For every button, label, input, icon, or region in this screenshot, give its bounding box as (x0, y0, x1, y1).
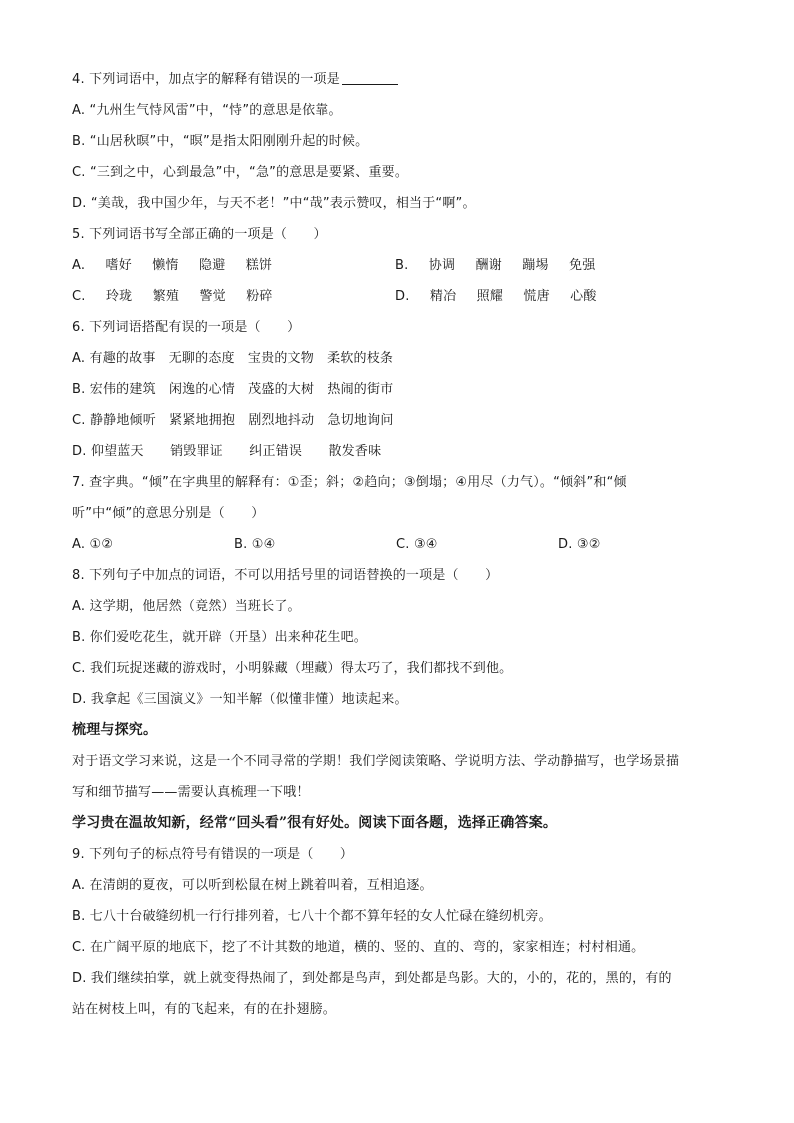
q5-option-a: A. 嗜好 懒惰 隐避 糕饼 (72, 258, 273, 273)
q8-option-d: D. 我拿起《三国演义》一知半解（似懂非懂）地读起来。 (72, 692, 408, 707)
q5-option-d: D. 精冶 照耀 慌唐 心酸 (395, 289, 597, 304)
q5-option-b: B. 协调 酬谢 蹦埸 免强 (395, 258, 596, 273)
q9-option-c: C. 在广阔平原的地底下，挖了不计其数的地道，横的、竖的、直的、弯的，家家相连；村村相通。 (72, 940, 645, 955)
q4-option-b: B. “山居秋暝”中，“暝”是指太阳刚刚升起的时候。 (72, 134, 369, 149)
q5-option-c: C. 玲珑 繁殖 警觉 粉碎 (72, 289, 273, 304)
q4-option-d: D. “美哉，我中国少年，与天不老！”中“哉”表示赞叹，相当于“啊”。 (72, 196, 476, 211)
q4-stem: 4. 下列词语中，加点字的解释有错误的一项是 (72, 64, 722, 95)
q7-stem-line2: 听”中“倾”的意思分别是（ ） (72, 506, 265, 521)
q8-stem: 8. 下列句子中加点的词语，不可以用括号里的词语替换的一项是（ ） (72, 568, 499, 583)
q6-option-a: A. 有趣的故事 无聊的态度 宝贵的文物 柔软的枝条 (72, 351, 394, 366)
exam-page (72, 64, 722, 1025)
q7-option-c: C. ③④ (396, 537, 438, 552)
q9-stem: 9. 下列句子的标点符号有错误的一项是（ ） (72, 847, 354, 862)
q8-option-a: A. 这学期，他居然（竟然）当班长了。 (72, 599, 301, 614)
section-intro-line2: 写和细节描写——需要认真梳理一下哦！ (72, 785, 310, 800)
q6-option-c: C. 静静地倾听 紧紧地拥抱 剧烈地抖动 急切地询问 (72, 413, 394, 428)
q6-option-d: D. 仰望蓝天 销毁罪证 纠正错误 散发香味 (72, 444, 382, 459)
q6-option-b: B. 宏伟的建筑 闲逸的心情 茂盛的大树 热闹的街市 (72, 382, 394, 397)
q5-row-cd (72, 281, 722, 312)
answer-blank (342, 70, 398, 85)
q6-stem: 6. 下列词语搭配有误的一项是（ ） (72, 320, 301, 335)
q7-option-b: B. ①④ (234, 537, 276, 552)
q4-option-a: A. “九州生气恃风雷”中，“恃”的意思是依靠。 (72, 103, 342, 118)
section-subheading: 学习贵在温故知新，经常“回头看”很有好处。阅读下面各题，选择正确答案。 (72, 815, 558, 831)
q9-option-b: B. 七八十台破缝纫机一行行排列着，七八十个都不算年轻的女人忙碌在缝纫机旁。 (72, 909, 552, 924)
q7-option-d: D. ③② (558, 537, 601, 552)
q7-option-a: A. ①② (72, 537, 114, 552)
q9-option-a: A. 在清朗的夏夜，可以听到松鼠在树上跳着叫着，互相追逐。 (72, 878, 433, 893)
q7-stem-line1: 7. 查字典。“倾”在字典里的解释有：①歪；斜；②趋向；③倒塌；④用尽（力气）。“倾斜”和“倾 (72, 475, 627, 490)
q8-option-c: C. 我们玩捉迷藏的游戏时，小明躲藏（埋藏）得太巧了，我们都找不到他。 (72, 661, 513, 676)
section-heading: 梳理与探究。 (72, 722, 158, 738)
section-intro-line1: 对于语文学习来说，这是一个不同寻常的学期！我们学阅读策略、学说明方法、学动静描写，也学场景描 (72, 754, 680, 769)
q5-row-ab (72, 250, 722, 281)
q8-option-b: B. 你们爱吃花生，就开辟（开垦）出来种花生吧。 (72, 630, 367, 645)
q7-options (72, 529, 722, 560)
q4-option-c: C. “三到之中，心到最急”中，“急”的意思是要紧、重要。 (72, 165, 409, 180)
q5-stem: 5. 下列词语书写全部正确的一项是（ ） (72, 227, 327, 242)
q9-option-d-line1: D. 我们继续拍掌，就上就变得热闹了，到处都是鸟声，到处都是鸟影。大的，小的，花的，黑的，有的 (72, 971, 672, 986)
q9-option-d-line2: 站在树枝上叫，有的飞起来，有的在扑翅膀。 (72, 1002, 337, 1017)
